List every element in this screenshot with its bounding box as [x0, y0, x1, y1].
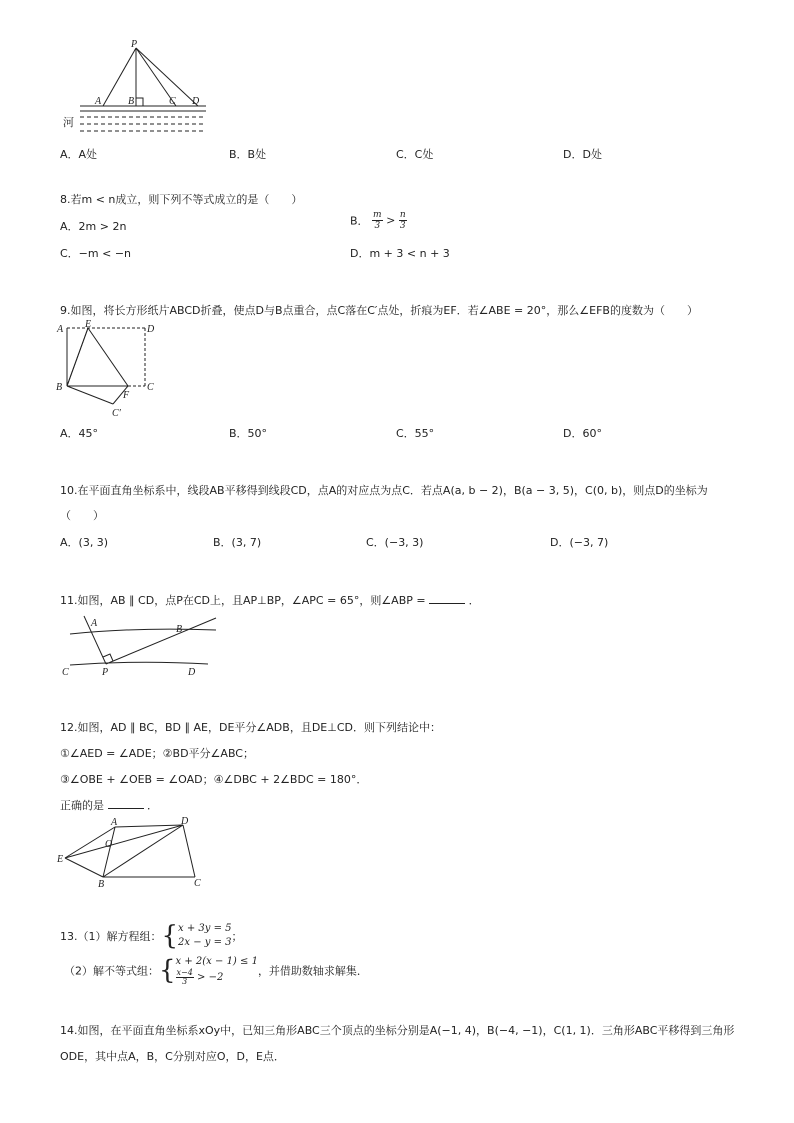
q8-stem: 8.若m < n成立，则下列不等式成立的是（ ） [60, 193, 303, 206]
q12-answer-after: ． [147, 799, 158, 812]
q11-label-P: P [102, 667, 109, 678]
q9-figure [55, 320, 160, 420]
q13-part2-end: ，并借助数轴求解集． [257, 964, 368, 978]
q8-option-b-prefix: B． [350, 214, 369, 228]
q8-frac-1: $\frac{m}{3}$ [373, 210, 382, 231]
q13-part2 [64, 955, 368, 986]
q10-option-d: D．(−3, 7) [550, 536, 609, 549]
q12-line2: ③∠OBE + ∠OEB = ∠OAD；④∠DBC + 2∠BDC = 180°． [60, 773, 368, 786]
q7-label-P: P [131, 39, 138, 50]
q7-figure [58, 38, 218, 138]
q8-option-b-op: > [386, 214, 396, 227]
q12-label-B: B [98, 879, 105, 890]
q12-label-C: C [194, 878, 201, 889]
q7-label-C: C [169, 96, 176, 107]
q7-label-B: B [128, 96, 135, 107]
q9-option-b: B．50° [229, 427, 268, 440]
q13-part2-label: （2）解不等式组： [64, 964, 159, 978]
q9-option-c: C．55° [396, 427, 435, 440]
q10-stem-line1: 10.在平面直角坐标系中，线段AB平移得到线段CD，点A的对应点为点C．若点A(a, b − 2)，B(a − 3, 5)，C(0, b)，则点D的坐标为 [60, 484, 708, 497]
q12-answer-blank[interactable] [108, 799, 144, 809]
q7-label-A: A [95, 96, 102, 107]
q7-option-d: D．D处 [563, 148, 602, 161]
q10-option-c: C．(−3, 3) [366, 536, 424, 549]
q12-answer [60, 797, 158, 813]
q8-option-c: C．−m < −n [60, 247, 132, 260]
q7-option-c: C．C处 [396, 148, 434, 161]
q9-label-E: E [85, 320, 92, 330]
q9-label-F: F [123, 390, 130, 401]
q7-option-a: A．A处 [60, 148, 98, 161]
q8-option-a: A．2m > 2n [60, 220, 127, 233]
q13-part1-system: x + 3y = 5 2x − y = 3 [178, 923, 232, 948]
q14-line2: ODE，其中点A，B，C分别对应O，D，E点． [60, 1050, 285, 1063]
q7-option-b: B．B处 [229, 148, 267, 161]
q10-option-b: B．(3, 7) [213, 536, 262, 549]
q9-stem: 9.如图，将长方形纸片ABCD折叠，使点D与B点重合，点C落在C′点处，折痕为EF．若∠ABE = 20°，那么∠EFB的度数为（ ） [60, 304, 698, 317]
q12-figure [55, 815, 215, 890]
q11-label-C: C [62, 667, 69, 678]
q12-stem: 12.如图，AD ∥ BC，BD ∥ AE，DE平分∠ADB，且DE⊥CD．则下列结论中： [60, 721, 441, 734]
q11-label-B: B [176, 624, 183, 635]
q13-part1-brace: { [161, 921, 179, 951]
q7-label-river: 河 [63, 116, 74, 129]
q11-answer-blank[interactable] [429, 594, 465, 604]
q12-label-D: D [181, 816, 189, 827]
q10-stem-line2: （ ） [60, 509, 104, 522]
q9-label-B: B [56, 382, 63, 393]
q9-option-a: A．45° [60, 427, 99, 440]
q7-label-D: D [192, 96, 200, 107]
q8-frac-2: $\frac{n}{3}$ [399, 210, 406, 231]
q11-stem-before: 11.如图，AB ∥ CD，点P在CD上，且AP⊥BP，∠APC = 65°，则∠ABP = [60, 594, 426, 607]
q11-stem-after: ． [468, 594, 480, 607]
q11-figure [58, 612, 223, 680]
q13-part1-end: ； [231, 930, 243, 943]
q8-option-b [350, 210, 407, 231]
q8-option-d: D．m + 3 < n + 3 [350, 247, 450, 260]
q9-label-C: C [147, 382, 154, 393]
q9-option-d: D．60° [563, 427, 602, 440]
q13-part1-label: 13.（1）解方程组： [60, 930, 162, 943]
q13-part1 [60, 922, 243, 950]
q12-line1: ①∠AED = ∠ADE；②BD平分∠ABC； [60, 747, 254, 760]
q9-label-C2: C′ [112, 408, 121, 419]
q14-line1: 14.如图，在平面直角坐标系xOy中，已知三角形ABC三个顶点的坐标分别是A(−1, 4)，B(−4, −1)，C(1, 1)．三角形ABC平移得到三角形 [60, 1024, 735, 1037]
q13-part2-brace: { [159, 955, 176, 986]
q9-label-D: D [147, 324, 155, 335]
q12-label-A: A [111, 817, 118, 828]
q9-label-A: A [57, 324, 64, 335]
q12-label-E: E [57, 854, 64, 865]
q11-label-D: D [188, 667, 196, 678]
q11-label-A: A [91, 618, 98, 629]
q12-answer-before: 正确的是 [60, 799, 104, 812]
q11-stem [60, 592, 480, 608]
q13-part2-system: x + 2(x − 1) ≤ 1 $\frac{x-4}{3}$ > −2 [175, 956, 258, 986]
q10-option-a: A．(3, 3) [60, 536, 109, 549]
q12-label-O: O [105, 839, 113, 850]
